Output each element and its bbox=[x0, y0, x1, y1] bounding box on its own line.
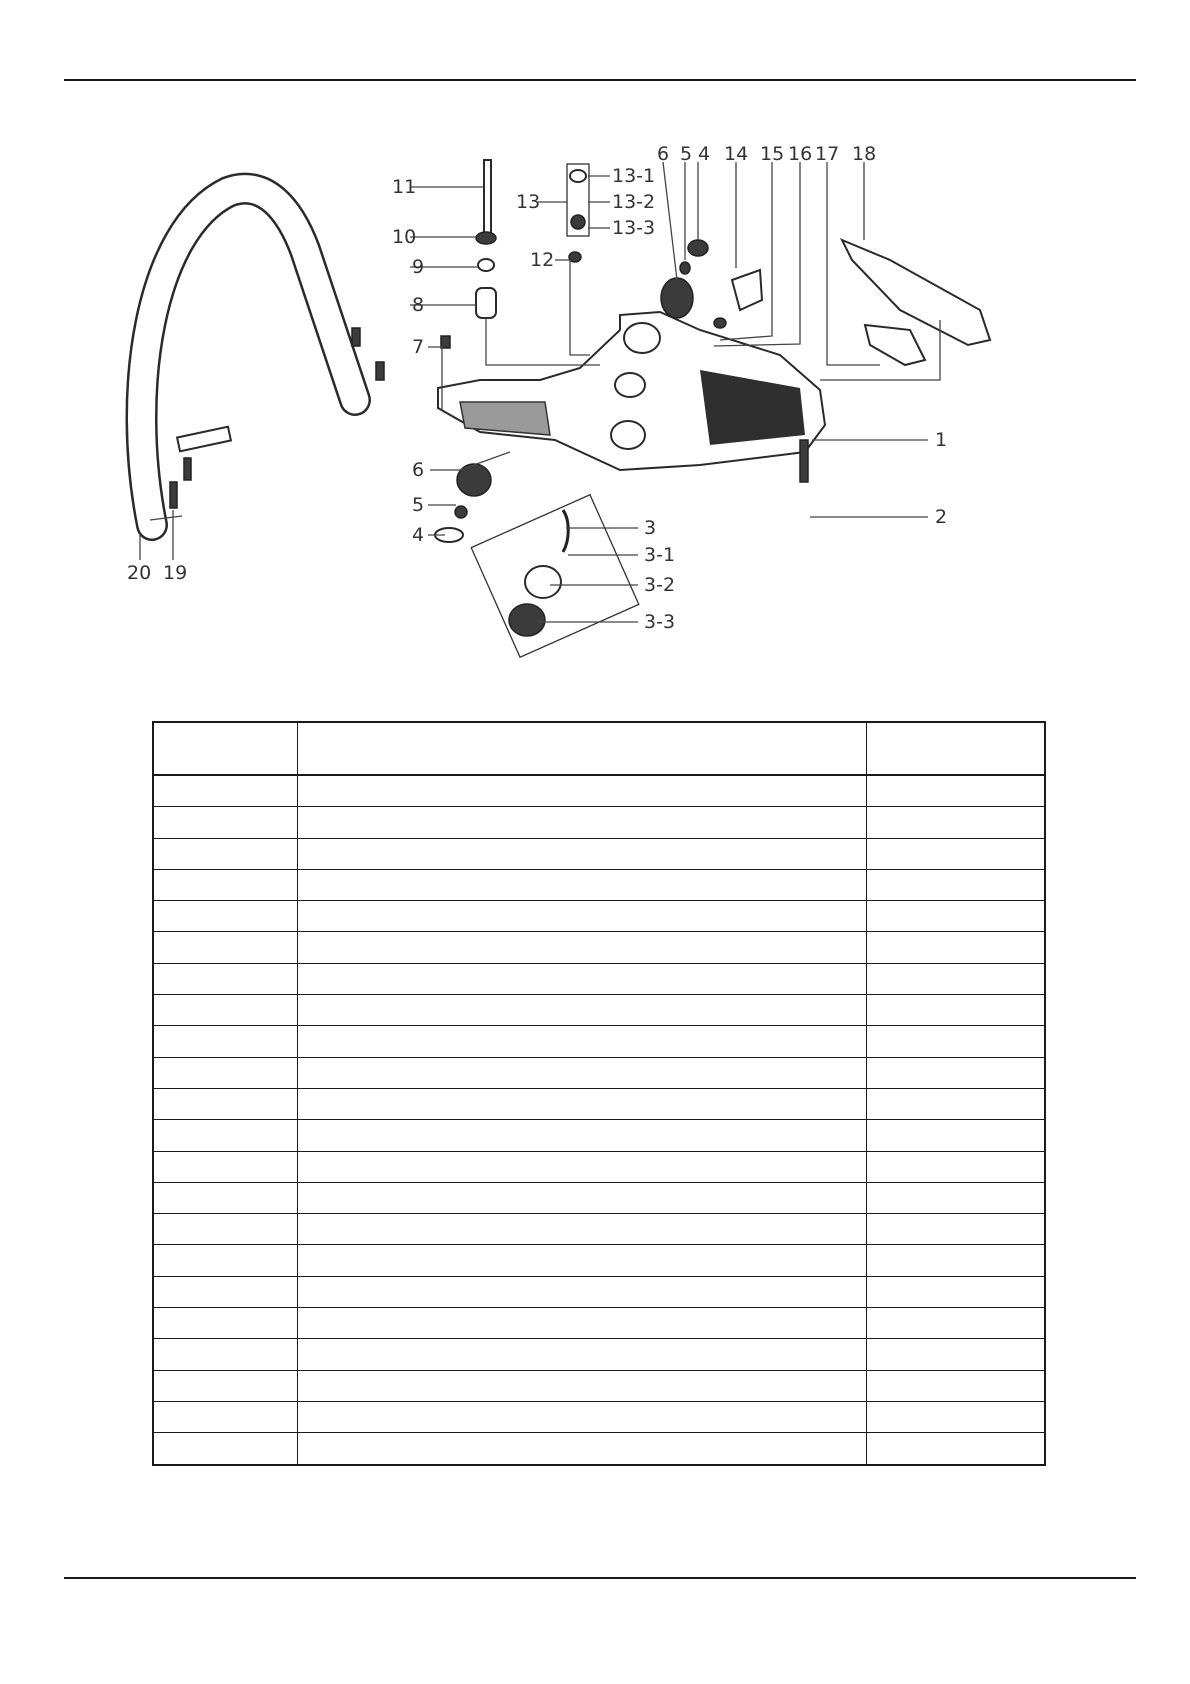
table-cell bbox=[153, 995, 298, 1026]
table-cell bbox=[867, 1308, 1046, 1339]
exploded-parts-diagram bbox=[100, 140, 1100, 700]
column-header bbox=[298, 722, 867, 775]
table-cell bbox=[298, 1026, 867, 1057]
callout-17: 17 bbox=[815, 143, 840, 165]
table-cell bbox=[298, 1088, 867, 1119]
table-row bbox=[153, 1433, 1045, 1465]
table-cell bbox=[867, 901, 1046, 932]
callout-15: 15 bbox=[760, 143, 785, 165]
callout-3-2: 3-2 bbox=[644, 574, 676, 596]
table-cell bbox=[867, 1276, 1046, 1307]
callout-7: 7 bbox=[412, 336, 425, 358]
table-row bbox=[153, 1339, 1045, 1370]
table-cell bbox=[298, 932, 867, 963]
table-cell bbox=[298, 1245, 867, 1276]
table-row bbox=[153, 1057, 1045, 1088]
table-row bbox=[153, 995, 1045, 1026]
table-row bbox=[153, 1245, 1045, 1276]
callout-13-3: 13-3 bbox=[612, 217, 656, 239]
callout-6-bottom: 6 bbox=[412, 459, 425, 481]
callout-13-1: 13-1 bbox=[612, 165, 656, 187]
table-row bbox=[153, 869, 1045, 900]
table-cell bbox=[298, 963, 867, 994]
parts-list-table bbox=[152, 721, 1046, 1466]
column-header bbox=[867, 722, 1046, 775]
callout-19: 19 bbox=[163, 562, 188, 584]
table-row bbox=[153, 1214, 1045, 1245]
callout-13: 13 bbox=[516, 191, 541, 213]
table-cell bbox=[153, 1120, 298, 1151]
table-cell bbox=[298, 1214, 867, 1245]
callout-13-2: 13-2 bbox=[612, 191, 656, 213]
table-cell bbox=[298, 1401, 867, 1432]
table-cell bbox=[298, 1120, 867, 1151]
callout-3-1: 3-1 bbox=[644, 544, 676, 566]
table-cell bbox=[153, 838, 298, 869]
table-cell bbox=[867, 1433, 1046, 1465]
table-cell bbox=[867, 775, 1046, 807]
table-cell bbox=[153, 1433, 298, 1465]
table-cell bbox=[298, 869, 867, 900]
table-cell bbox=[867, 1370, 1046, 1401]
table-row bbox=[153, 932, 1045, 963]
table-cell bbox=[867, 1182, 1046, 1213]
table-cell bbox=[867, 1120, 1046, 1151]
table-row bbox=[153, 1151, 1045, 1182]
table-cell bbox=[153, 1182, 298, 1213]
table-cell bbox=[153, 775, 298, 807]
table-cell bbox=[867, 1057, 1046, 1088]
table-cell bbox=[298, 1339, 867, 1370]
table-cell bbox=[298, 838, 867, 869]
table-cell bbox=[153, 1339, 298, 1370]
table-cell bbox=[153, 1308, 298, 1339]
column-header bbox=[153, 722, 298, 775]
table-row bbox=[153, 901, 1045, 932]
table-cell bbox=[867, 1245, 1046, 1276]
table-row bbox=[153, 775, 1045, 807]
callout-12: 12 bbox=[530, 249, 555, 271]
callout-6-top: 6 bbox=[657, 143, 670, 165]
table-cell bbox=[298, 775, 867, 807]
table-cell bbox=[867, 838, 1046, 869]
table-row bbox=[153, 1370, 1045, 1401]
table-cell bbox=[298, 1151, 867, 1182]
header-rule bbox=[64, 79, 1136, 81]
table-cell bbox=[153, 1370, 298, 1401]
callout-1: 1 bbox=[935, 429, 948, 451]
table-cell bbox=[153, 1276, 298, 1307]
footer-rule bbox=[64, 1577, 1136, 1579]
table-cell bbox=[153, 1026, 298, 1057]
table-cell bbox=[867, 1151, 1046, 1182]
table-cell bbox=[867, 932, 1046, 963]
table-cell bbox=[298, 1433, 867, 1465]
callout-5-bottom: 5 bbox=[412, 494, 425, 516]
table-row bbox=[153, 963, 1045, 994]
table-cell bbox=[867, 1088, 1046, 1119]
table-cell bbox=[153, 807, 298, 838]
table-cell bbox=[867, 1339, 1046, 1370]
callout-2: 2 bbox=[935, 506, 948, 528]
table-header-row bbox=[153, 722, 1045, 775]
front-handle-drawing bbox=[142, 189, 384, 525]
table-cell bbox=[153, 1057, 298, 1088]
table-row bbox=[153, 1308, 1045, 1339]
table-cell bbox=[298, 995, 867, 1026]
callout-3: 3 bbox=[644, 517, 657, 539]
table-row bbox=[153, 1401, 1045, 1432]
table-cell bbox=[153, 901, 298, 932]
table-row bbox=[153, 807, 1045, 838]
table-cell bbox=[867, 995, 1046, 1026]
table-cell bbox=[153, 963, 298, 994]
table-row bbox=[153, 1120, 1045, 1151]
table-row bbox=[153, 1276, 1045, 1307]
table-cell bbox=[153, 1214, 298, 1245]
callout-11: 11 bbox=[392, 176, 417, 198]
table-cell bbox=[153, 1245, 298, 1276]
table-cell bbox=[298, 807, 867, 838]
table-cell bbox=[298, 1308, 867, 1339]
callout-3-3: 3-3 bbox=[644, 611, 676, 633]
table-cell bbox=[867, 1401, 1046, 1432]
callout-16: 16 bbox=[788, 143, 813, 165]
callout-8: 8 bbox=[412, 294, 425, 316]
callout-4-top: 4 bbox=[698, 143, 711, 165]
table-row bbox=[153, 1088, 1045, 1119]
callout-5-top: 5 bbox=[680, 143, 693, 165]
table-cell bbox=[867, 963, 1046, 994]
table-cell bbox=[153, 932, 298, 963]
table-cell bbox=[298, 1276, 867, 1307]
table-cell bbox=[153, 1088, 298, 1119]
table-cell bbox=[298, 1182, 867, 1213]
callout-4-bottom: 4 bbox=[412, 524, 425, 546]
callout-10: 10 bbox=[392, 226, 417, 248]
table-cell bbox=[867, 1214, 1046, 1245]
table-row bbox=[153, 1182, 1045, 1213]
callout-20: 20 bbox=[127, 562, 152, 584]
table-cell bbox=[153, 1151, 298, 1182]
table-cell bbox=[867, 869, 1046, 900]
callout-18: 18 bbox=[852, 143, 877, 165]
table-row bbox=[153, 1026, 1045, 1057]
callout-14: 14 bbox=[724, 143, 749, 165]
table-cell bbox=[867, 807, 1046, 838]
table-cell bbox=[153, 869, 298, 900]
table-cell bbox=[298, 1057, 867, 1088]
table-cell bbox=[298, 901, 867, 932]
table-cell bbox=[153, 1401, 298, 1432]
callout-9: 9 bbox=[412, 256, 425, 278]
table-cell bbox=[867, 1026, 1046, 1057]
table-cell bbox=[298, 1370, 867, 1401]
table-row bbox=[153, 838, 1045, 869]
